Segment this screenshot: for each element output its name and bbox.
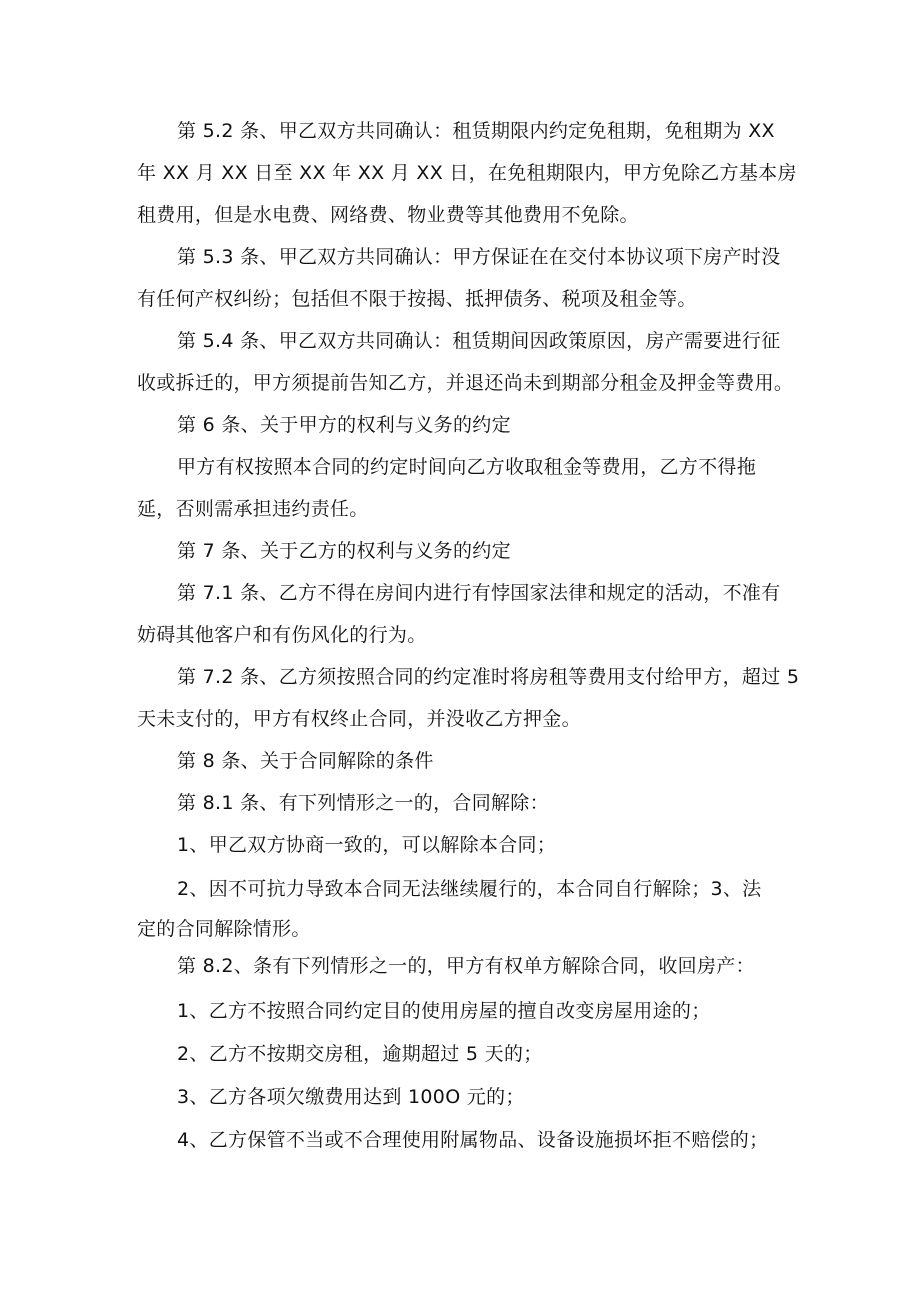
list-item: [137, 868, 797, 948]
text-line: 定的合同解除情形。: [137, 918, 311, 940]
text-line: 第 7.1 条、乙方不得在房间内进行有悖国家法律和规定的活动，不准有: [177, 582, 781, 604]
list-item: [137, 1033, 797, 1075]
text-line: 年 XX 月 XX 日至 XX 年 XX 月 XX 日，在免租期限内，甲方免除乙方基本房: [137, 162, 797, 184]
list-item: [137, 990, 797, 1032]
list-item: [137, 1076, 797, 1118]
clause-5-4: [137, 320, 797, 404]
section-heading-6: [137, 404, 797, 446]
clause-8-2: [137, 945, 797, 987]
text-line: 4、乙方保管不当或不合理使用附属物品、设备设施损坏拒不赔偿的；: [177, 1129, 769, 1151]
text-line: 延，否则需承担违约责任。: [137, 498, 369, 520]
text-line: 妨碍其他客户和有伤风化的行为。: [137, 624, 427, 646]
text-line: 有任何产权纠纷；包括但不限于按揭、抵押债务、税项及租金等。: [137, 288, 697, 310]
text-line: 第 5.4 条、甲乙双方共同确认：租赁期间因政策原因，房产需要进行征: [177, 330, 781, 352]
clause-7-2: [137, 656, 800, 740]
text-line: 2、因不可抗力导致本合同无法继续履行的，本合同自行解除；3、法: [177, 878, 762, 900]
text-line: 第 7 条、关于乙方的权利与义务的约定: [177, 540, 511, 562]
clause-5-3: [137, 236, 797, 320]
clause-8-1: [137, 782, 797, 824]
text-line: 1、乙方不按照合同约定目的使用房屋的擅自改变房屋用途的；: [177, 1000, 711, 1022]
text-line: 收或拆迁的，甲方须提前告知乙方，并退还尚未到期部分租金及押金等费用。: [137, 372, 794, 394]
text-line: 甲方有权按照本合同的约定时间向乙方收取租金等费用，乙方不得拖: [177, 456, 757, 478]
clause-7-1: [137, 572, 797, 656]
list-item: [137, 1119, 797, 1161]
text-line: 第 8 条、关于合同解除的条件: [177, 750, 434, 772]
text-line: 3、乙方各项欠缴费用达到 100O 元的；: [177, 1086, 525, 1108]
text-line: 第 8.1 条、有下列情形之一的，合同解除：: [177, 792, 549, 814]
section-heading-7: [137, 530, 797, 572]
section-heading-8: [137, 740, 797, 782]
text-line: 第 7.2 条、乙方须按照合同的约定准时将房租等费用支付给甲方，超过 5: [177, 666, 800, 688]
text-line: 租费用，但是水电费、网络费、物业费等其他费用不免除。: [137, 204, 639, 226]
text-line: 2、乙方不按期交房租，逾期超过 5 天的；: [177, 1043, 543, 1065]
text-line: 第 8.2、条有下列情形之一的，甲方有权单方解除合同，收回房产：: [177, 955, 755, 977]
clause-5-2: [137, 110, 797, 236]
text-line: 1、甲乙双方协商一致的，可以解除本合同；: [177, 834, 557, 856]
text-line: 天未支付的，甲方有权终止合同，并没收乙方押金。: [137, 708, 581, 730]
text-line: 第 5.3 条、甲乙双方共同确认：甲方保证在在交付本协议项下房产时没: [177, 246, 781, 268]
clause-6-body: [137, 446, 797, 530]
list-item: [137, 824, 797, 866]
text-line: 第 6 条、关于甲方的权利与义务的约定: [177, 414, 511, 436]
text-line: 第 5.2 条、甲乙双方共同确认：租赁期限内约定免租期，免租期为 XX: [177, 120, 775, 142]
